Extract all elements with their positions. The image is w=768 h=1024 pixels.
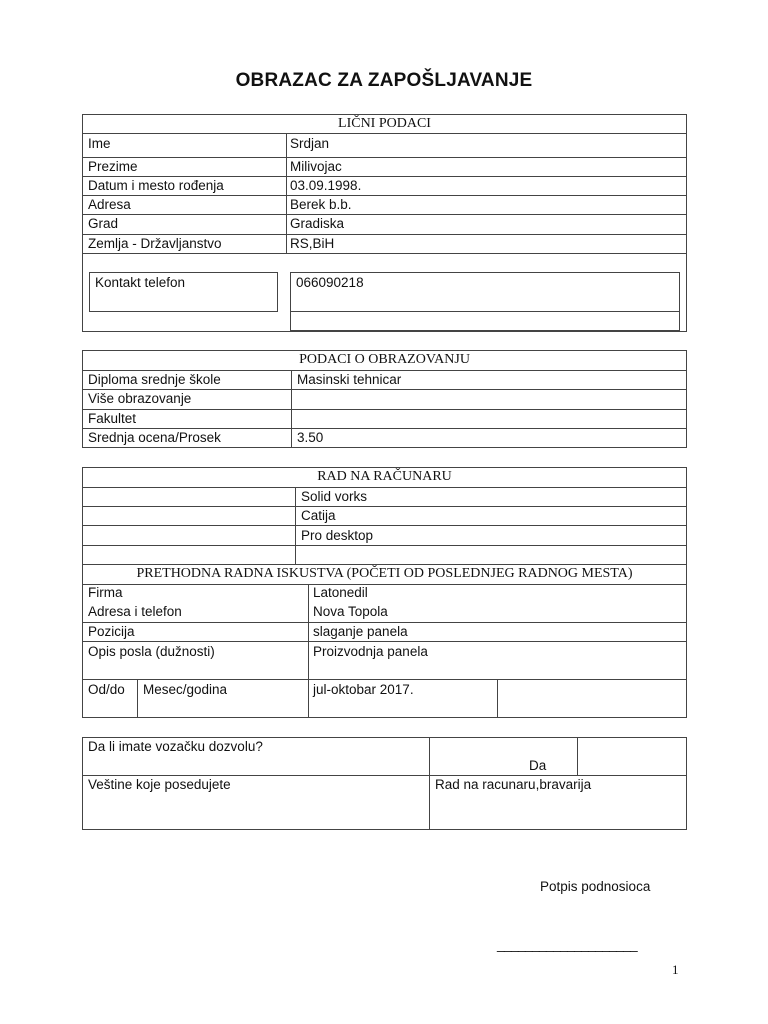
computer-skill-item: Catija [301,508,336,523]
label-mesec-godina: Mesec/godina [143,682,228,697]
value-opis-posla: Proizvodnja panela [313,644,428,659]
value-pozicija: slaganje panela [313,624,408,639]
label-od-do: Od/do [88,682,125,697]
value-zemlja: RS,BiH [290,236,335,251]
value-diploma: Masinski tehnicar [297,372,402,387]
label-prosek: Srednja ocena/Prosek [88,430,221,445]
computer-skill-item: Pro desktop [301,528,374,543]
label-firma: Firma [88,585,123,600]
label-vise-obrazovanje: Više obrazovanje [88,391,192,406]
value-vozacka-dozvola: Da [529,758,547,773]
value-prosek: 3.50 [297,430,324,445]
value-period: jul-oktobar 2017. [313,682,414,697]
label-zemlja: Zemlja - Državljanstvo [88,236,222,251]
label-grad: Grad [88,216,119,231]
label-adresa-telefon: Adresa i telefon [88,604,182,619]
experience-header: PRETHODNA RADNA ISKUSTVA (POČETI OD POSLEDNJEG RADNOG MESTA) [136,566,633,581]
computer-header: RAD NA RAČUNARU [317,469,452,484]
label-datum-mesto: Datum i mesto rođenja [88,178,224,193]
form-title: OBRAZAC ZA ZAPOŠLJAVANJE [235,70,533,91]
label-opis-posla: Opis posla (dužnosti) [88,644,215,659]
signature-label: Potpis podnosioca [540,879,651,894]
label-pozicija: Pozicija [88,624,135,639]
label-fakultet: Fakultet [88,411,137,426]
label-vozacka-dozvola: Da li imate vozačku dozvolu? [88,739,263,754]
value-prezime: Milivojac [290,159,342,174]
computer-skill-item: Solid vorks [301,489,368,504]
value-datum-mesto: 03.09.1998. [290,178,362,193]
personal-header: LIČNI PODACI [338,116,431,131]
label-ime: Ime [88,136,111,151]
education-header: PODACI O OBRAZOVANJU [299,352,470,367]
label-prezime: Prezime [88,159,138,174]
value-vestine: Rad na racunaru,bravarija [435,777,592,792]
label-kontakt-telefon: Kontakt telefon [95,275,186,290]
computer-experience-table [82,467,687,718]
signature-line: ____________________ [497,937,638,952]
value-kontakt-telefon: 066090218 [296,275,364,290]
value-firma: Latonedil [313,585,368,600]
label-adresa: Adresa [88,197,131,212]
value-grad: Gradiska [290,216,345,231]
label-diploma: Diploma srednje škole [88,372,221,387]
label-vestine: Veštine koje posedujete [88,777,231,792]
value-adresa-telefon: Nova Topola [313,604,388,619]
value-ime: Srdjan [290,136,330,151]
value-adresa: Berek b.b. [290,197,352,212]
page-number: 1 [672,962,679,977]
